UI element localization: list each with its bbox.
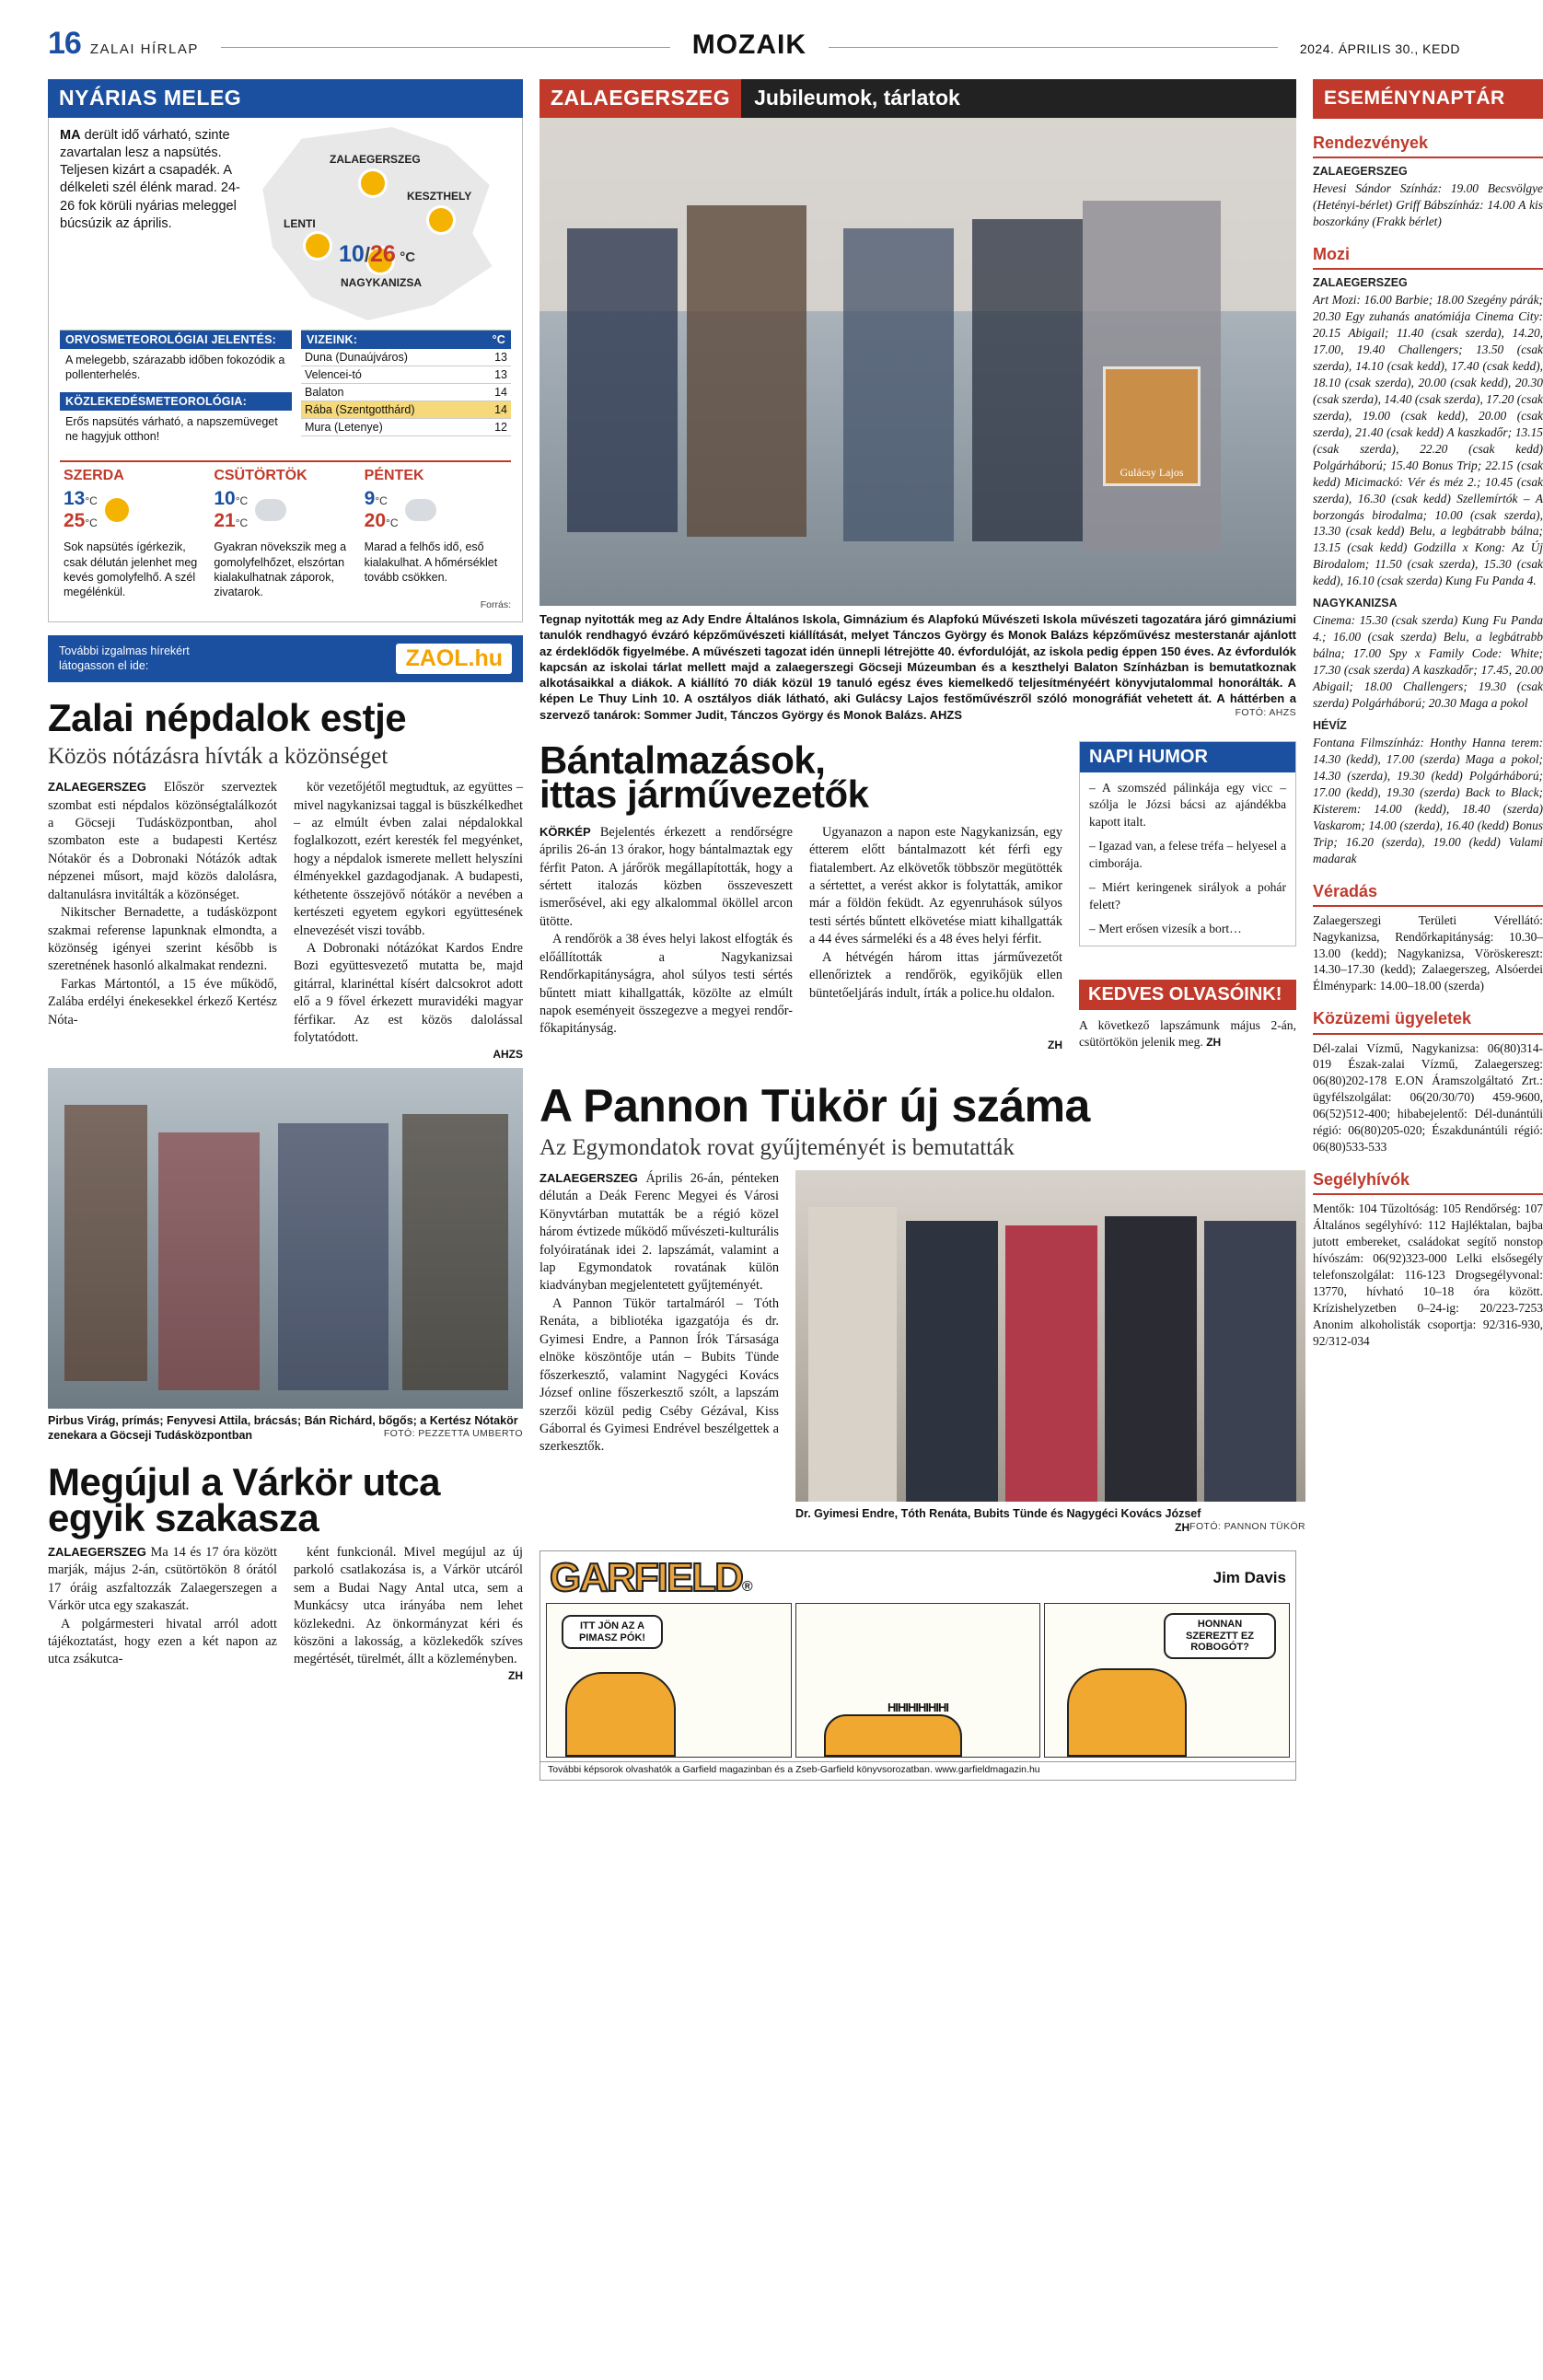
masthead-rule-right [829, 47, 1278, 48]
rail-text: Hevesi Sándor Színház: 19.00 Becsvölgye (Hetényi-bérlet) Griff Bábszínház: 14.00 A kis boszorkány (Frakk bérlet) [1313, 181, 1543, 229]
left-column [48, 79, 523, 1781]
kedves-sig: ZH [1206, 1036, 1222, 1050]
forecast-night-temp: 13 [64, 488, 86, 509]
waters-box [301, 330, 511, 449]
article-body-nepdalok [48, 779, 523, 1048]
paragraph [539, 824, 793, 932]
garfield-logo-text: GARFIELD [550, 1555, 742, 1601]
waters-title: VIZEINK: [307, 333, 358, 346]
napi-humor-content [1080, 772, 1295, 946]
right-rail [1313, 79, 1543, 1781]
rail-text: Art Mozi: 16.00 Barbie; 18.00 Szegény párák; 20.30 Egy zuhanás anatómiája Cinema City: 20.15 Abigail; 11.40 (csak szerda), 14.20, 17.00, 19.40 Challengers; 13.50 (csak szerda), 14.10 (csak kedd), 17.40 (csak kedd), 18.10 (csak szerda), 20.00 (csak kedd), 20.30 (csak szerda), 14.40 (csak szerda), 17.20 (csak szerda), 19.00 (csak kedd), 20.00 (csak szerda), 21.40 (csak kedd) A kaszkadőr; 13.15 (csak szerda), 22.20 (csak kedd) Polgárháború; 15.40 Bonus Trip; 22.15 (csak kedd) Micimackó: Vér és méz 2.; 10.45 (csak szerda), 16.30 (csak kedd) Szellemírtók – A borzongás birodalma; 10.00 (csak szerda), 13.30 (csak kedd) Belu, a legbátrabb bálna; 13.15 (csak kedd) Godzilla x Kong: Az Új Birodalom; 11.50 (csak szerda), 15.30 (csak kedd), 16.10 (csak szerda) Kung Fu Panda 4. [1313, 293, 1543, 588]
photo-caption-nepdalok [48, 1409, 523, 1444]
rail-block [1313, 718, 1543, 867]
paragraph: A Dobronaki nótázókat Kardos Endre Bozi együttesvezető mutatta be, majd gitárral, klarinéttal kísért dalcsokrot adott elő a 9 fővel érkezett muravidéki magyar férfikar. Az est közös dalolással folytatódott. [294, 941, 523, 1046]
garfield-comic [539, 1550, 1296, 1781]
registered-icon: ® [741, 1579, 751, 1596]
forecast-day-name: CSÜTÖRTÖK [214, 468, 307, 483]
humor-line: – Igazad van, a felese tréfa – helyesel a cimborája. [1089, 839, 1286, 870]
kedves-text: A következő lapszámunk május 2-án, csütörtökön jelenik meg. [1079, 1017, 1296, 1050]
humor-line: – Miért keringenek sirályok a pohár felett? [1089, 880, 1286, 911]
page-number: 16 [48, 26, 81, 61]
paragraph-text: Április 26-án, pénteken délután a Deák Ferenc Megyei és Városi Könyvtárban mutatták be a régió közel három évtizede működő művészeti-kulturális folyóiratának idei 2. lapszámát, valamint a lap Egymondatok rovatának külön kiadványban megjelentetett gyűjteményét. [539, 1170, 780, 1294]
page-grid [0, 79, 1543, 1781]
issue-date: 2024. ÁPRILIS 30., KEDD [1299, 41, 1460, 56]
pannon-text [539, 1170, 779, 1534]
paragraph: A rendőrök a 38 éves helyi lakost elfogták és előállították a Nagykanizsai Rendőrkapitányságra, ahol súlyos testi sértés bűntett miatt kihallgatták, közölte az elmúlt napok eseményeit összegezve a megyei rendőr-főkapitányság. [539, 932, 793, 1037]
rail-heading-veradas: Véradás [1313, 880, 1543, 907]
rail-block: Mentők: 104 Tűzoltóság: 105 Rendőrség: 107 Általános segélyhívó: 112 Hajléktalan, bajba jutott embereket, családokat segítő nonstop hívószám: 06(92)323-000 Lelki elsősegély telefonszolgálat: 116-123 Drogsegélyvonal: 13770, hívható 10–18 óra között. Krízishelyzetben 0–24-ig: 20/223-7253 Anonim alkoholisták csoportja: 92/316-930, 92/312-034 [1313, 1202, 1543, 1348]
cloud-icon [255, 499, 286, 521]
page-title: Zalai népdalok estje [48, 696, 407, 740]
title-varkor-line2: egyik szakasza [48, 1496, 319, 1539]
garfield-logo [550, 1555, 751, 1601]
rail-city: ZALAEGERSZEG [1313, 165, 1408, 179]
waters-unit: °C [492, 333, 505, 346]
unit: °C [235, 494, 249, 507]
article-sig: AHZS [493, 1047, 523, 1061]
med-weather-text: A melegebb, szárazabb időben fokozódik a pollenterhelés. [65, 354, 285, 382]
unit: °C [85, 517, 98, 530]
forecast-day-name: SZERDA [64, 468, 124, 483]
article-body-varkor [48, 1544, 523, 1669]
zaol-logo-suffix: .hu [468, 645, 503, 672]
med-weather-box [60, 330, 292, 449]
masthead-rule-left [221, 47, 670, 48]
rail-text: Cinema: 15.30 (csak szerda) Kung Fu Panda 4.; 16.00 (csak szerda) Belu, a legbátrabb bálna; 17.00 Spy x Family Code: White; 17.30 (csak szerda) A kaszkadőr; 17.45, 20.00 Abigail; 18.00 Challengers; 19.30 (csak szerda) Polgárháború; 20.30 Maga a pokol [1313, 613, 1543, 710]
forecast-night-temp: 10 [214, 488, 236, 509]
paragraph: Ugyanazon a napon este Nagykanizsán, egy étterem előtt bántalmazott két férfi egy fiatalembert. Az elkövetők többször megütötték a sértettet, a verést akkor is folytatták, amikor már a földön feküdt. Az egyenruhások súlyos testi sértés bűntett elkövetése miatt kihallgatták a 44 éves sármeléki és a 48 éves helyi férfit. [809, 824, 1062, 947]
traffic-weather-text: Erős napsütés várható, a napszemüveget ne hagyjuk otthon! [65, 414, 278, 443]
article-subtitle: Közös nótázásra hívták a közönséget [48, 744, 389, 770]
water-name: Velencei-tó [301, 366, 480, 384]
forecast-day [210, 462, 360, 599]
unit: °C [85, 494, 98, 507]
kedves-olvasoink-content [1079, 1010, 1296, 1059]
temp-low: 10 [339, 241, 365, 267]
center-photo-caption [539, 606, 1296, 723]
paper-name: ZALAI HÍRLAP [89, 41, 199, 57]
cloud-icon [405, 499, 436, 521]
forecast-night-temp: 9 [364, 488, 376, 509]
water-name: Rába (Szentgotthárd) [301, 401, 480, 419]
rail-block [1313, 275, 1543, 589]
bantalmazasok-article [539, 737, 1062, 1059]
rail-heading-mozi: Mozi [1313, 243, 1543, 270]
paragraph: ként funkcionál. Mivel megújul az új parkoló csatlakozása is, a Várkör utcáról sem a Budai Nagy Antal utca, sem a Munkácsy utca irányába nem lehet közlekedni. Az önkormányzat kéri és köszöni a lakosság, a közlekedők szíves megértését, türelmét, állt a közleményben. [294, 1544, 523, 1667]
caption-text: Dr. Gyimesi Endre, Tóth Renáta, Bubits Tünde és Nagygéci Kovács József [795, 1506, 1201, 1520]
section-title: MOZAIK [691, 29, 807, 60]
center-tag-city: ZALAEGERSZEG [539, 79, 741, 118]
weather-header: NYÁRIAS MELEG [48, 79, 523, 118]
rail-city: HÉVÍZ [1313, 718, 1347, 732]
speech-bubble: ITT JÖN AZ A PIMASZ PÓK! [562, 1615, 663, 1649]
paragraph: kör vezetőjétől megtudtuk, az együttes – mivel nagykanizsai taggal is büszkélkedhet – az elmúlt évben zalai népdalokkal foglalkozott, ezért keresték fel megyénket, hogy a népdalok ismerete mellett helyszíni élményekkel gazdagodjanak. A budapesti, kéthetente összejövő nótákör a nevében a kertészeti egyetem egykori együttesének elnevezését viszi tovább. [294, 780, 523, 938]
paragraph [48, 1544, 277, 1616]
lead-city: ZALAEGERSZEG [539, 1170, 638, 1185]
article-sig-varkor: ZH [508, 1668, 523, 1682]
paragraph-text: Bejelentés érkezett a rendőrségre április 26-án 13 órakor, hogy bántalmaztak egy férfit Paton. A járőrök megállapították, hogy a sértett italozás közben összeveszett ismerősével, aki egy alkalommal ököllel arcon ütötte. [539, 824, 793, 929]
water-temp: 13 [480, 366, 511, 384]
forecast-desc: Sok napsütés ígérkezik, csak délután jelenhet meg kevés gomolyfelhő. A szél megélénkül. [64, 540, 198, 599]
speech-bubble: HONNAN SZEREZTT EZ ROBOGÓT? [1164, 1613, 1276, 1659]
article-sig-pannon: ZH [1175, 1521, 1190, 1535]
rail-block [1313, 164, 1543, 230]
forecast-day [361, 462, 511, 599]
map-temperatures [339, 241, 415, 268]
kedves-olvasoink-box [1079, 980, 1296, 1059]
weather-today-label: MA [60, 128, 81, 143]
waters-table [301, 349, 511, 436]
rail-heading-kozuzemi: Közüzemi ügyeletek [1313, 1007, 1543, 1034]
temp-separator: / [364, 243, 370, 266]
pannon-row [539, 1170, 1305, 1535]
zaol-banner[interactable] [48, 635, 523, 682]
weather-map [258, 127, 502, 320]
water-temp: 12 [480, 419, 511, 436]
unit: °C [235, 517, 249, 530]
article-sig-bantalmazasok: ZH [1048, 1038, 1062, 1051]
map-city-lenti: LENTI [284, 217, 316, 230]
pannon-photo-wrap [795, 1170, 1305, 1534]
napi-humor-title: NAPI HUMOR [1080, 742, 1295, 772]
paragraph [539, 1170, 779, 1295]
photo-credit: FOTÓ: AHZS [1235, 706, 1296, 718]
humor-line: – A szomszéd pálinkája egy vicc – szólja le Józsi bácsi az ajándékba kapott italt. [1089, 780, 1286, 829]
table-row [301, 401, 511, 419]
paragraph: A polgármesteri hivatal arról adott tájékoztatást, hogy ezen a két napon az utca zsákutca- [48, 1616, 277, 1667]
caption-text: Tegnap nyitották meg az Ady Endre Általános Iskola, Gimnázium és Alapfokú Művészeti Iskola művészeti tagozatára járó gimnáziumi tanulók rendhagyó évzáró képzőművészeti kiállítását, melyet Tánczos György és Monok Balázs képzőművész mesterstanár ajánlott az érdeklődők figyelmébe. A művészeti tagozat idén ünnepli létrejötte 40. évfordulóját, az iskola pedig éppen 150 éves. Az évfordulók kapcsán az iskolai tárlat mellett majd a zalaegerszegi Göcseji Múzeumban és a keszthelyi Balaton Színházban is bemutatkoznak alkotásaikkal a diákok. A kiállító 70 diák közül 19 tanuló egész éves kiemelkedő teljesítményéért könyvjutalommal honorálták. A képen Le Thuy Linh 10. A osztályos diák látható, aki Gulácsy Lajos festőművészről szóló monográfiát vehetett át. A háttérben a szervező tanárok: Sommer Judit, Tánczos György és Monok Balázs. [539, 612, 1296, 722]
comic-panel [1044, 1603, 1290, 1758]
photo-credit: FOTÓ: PEZZETTA UMBERTO [383, 1427, 523, 1439]
easel-label: Gulácsy Lajos [1120, 466, 1184, 479]
forecast-desc: Gyakran növekszik meg a gomolyfelhőzet, elszórtan kialakulhatnak záporok, zivatarok. [214, 540, 347, 599]
rail-text: Fontana Filmszínház: Honthy Hanna terem: 14.30 (kedd), 17.00 (szerda) Maga a pokol; 14.30 (szerda), 19.30 (kedd) Polgárháború; 17.00 (kedd), 19.30 (szerda) Back to Black; Kisterem: 14.00 (kedd), 18.40 (szerda) Vaskarom; 14.00 (szerda), 16.40 (kedd) Bonus Trip; 16.20 (szerda), 19.00 (kedd) Valami madarak [1313, 735, 1543, 865]
table-row [301, 366, 511, 384]
rail-heading-segelyhivok: Segélyhívók [1313, 1168, 1543, 1195]
rail-block: Zalaegerszegi Területi Vérellátó: Nagykanizsa, Rendőrkapitányság: 10.30–13.00 (kedd); Nagykanizsa, Vöröskereszt: 14.30–17.30 (kedd); Zalaegerszeg, Alsóerdei Élménypark: 14.00–18.00 (szerda) [1313, 912, 1543, 993]
paragraph: A Pannon Tükör tartalmáról – Tóth Renáta, a bibliotéka igazgatója és dr. Gyimesi Endre, a Pannon Írók Társasága elnöke köszöntője után – Bubits Tünde főszerkesztő, valamint Nagygéci Kovács József online főszerkesztő szólt, a lapszám szerzői közül pedig Cséby Gézával, Kiss Gáborral és Gyimesi Endrével beszélgettek a szerkesztők. [539, 1295, 779, 1455]
med-weather-title: ORVOSMETEOROLÓGIAI JELENTÉS: [60, 331, 292, 349]
caption-sig: AHZS [929, 707, 962, 722]
napi-humor-box [1079, 741, 1296, 946]
zaol-line1: További izgalmas hírekért [59, 644, 190, 658]
center-column [539, 79, 1305, 1781]
sun-icon-2 [429, 208, 453, 232]
forecast-day-name: PÉNTEK [364, 468, 424, 483]
paragraph: Nikitscher Bernadette, a tudásközpont szakmai referense lapunknak elmondta, a közönség igényei szerint később is szeretnének hasonló alkalmakat rendezni. [48, 905, 277, 974]
center-tag-title: Jubileumok, tárlatok [741, 79, 1296, 118]
photo-kiallitas [539, 118, 1296, 606]
map-city-nagykanizsa: NAGYKANIZSA [341, 276, 423, 289]
zaol-line2: látogasson el ide: [59, 658, 149, 672]
paragraph-text: Ma 14 és 17 óra között marják, május 2-án, csütörtökön 8 órától 17 óráig aszfaltozzák Zalaegerszegen a Várkör utca egy szakaszát. [48, 1544, 277, 1614]
water-name: Balaton [301, 384, 480, 401]
unit: °C [386, 517, 399, 530]
garfield-author: Jim Davis [1212, 1569, 1286, 1587]
side-boxes [1079, 741, 1296, 1059]
rail-city: ZALAEGERSZEG [1313, 276, 1408, 290]
masthead [0, 0, 1508, 79]
humor-line: – Mert erősen vizesík a bort… [1089, 922, 1242, 936]
paragraph: Farkas Mártontól, a 15 éve működő, Zalába erdélyi énekesekkel érkező Kertész Nóta- [48, 976, 277, 1027]
rail-city: NAGYKANIZSA [1313, 597, 1398, 610]
forecast-desc: Marad a felhős idő, eső kialakulhat. A hőmérséklet tovább csökken. [364, 540, 498, 584]
forecast-day-temp: 20 [364, 510, 387, 532]
paragraph-text: Először szerveztek szombat esti népdalos közönségtalálkozót a Göcseji Tudásközpontban, ahol szombaton este a budapesti Kertész Nótakör és a Dobronaki Nótázók adtak népzenei műsort, majd közös dalolásra, daltanulásra invitálták a közönséget. [48, 780, 277, 902]
table-row [301, 384, 511, 401]
weather-today-text: derült idő várható, szinte zavartalan lesz a napsütés. Teljesen kizárt a csapadék. A délkeleti szél élénk marad. 24-26 fok körüli nyárias meleggel búcsúzik az április. [60, 128, 240, 231]
photo-pannon [795, 1170, 1305, 1502]
map-city-zalaegerszeg: ZALAEGERSZEG [330, 153, 421, 166]
waters-title-row [301, 331, 511, 349]
photo-nepdalok [48, 1068, 523, 1409]
weather-box [48, 118, 523, 622]
forecast-day-temp: 25 [64, 510, 86, 532]
water-temp: 14 [480, 401, 511, 419]
forecast-day-temp: 21 [214, 510, 236, 532]
lead-city: ZALAEGERSZEG [48, 780, 146, 795]
water-name: Duna (Dunaújváros) [301, 349, 480, 366]
subtitle-pannon: Az Egymondatok rovat gyűjteményét is bemutatták [539, 1134, 1015, 1160]
forecast-day [60, 462, 210, 599]
lead-city: ZALAEGERSZEG [48, 1544, 146, 1559]
title-bantalmazasok-2: ittas járművezetők [539, 772, 869, 816]
title-varkor-line1: Megújul a Várkör utca [48, 1460, 440, 1504]
sfx-text: HIHIHIHIHIHI [888, 1701, 948, 1715]
lead-city: KÖRKÉP [539, 824, 591, 839]
zaol-logo[interactable] [396, 644, 512, 674]
comic-panel [546, 1603, 792, 1758]
photo-credit: FOTÓ: PANNON TÜKÖR [1189, 1521, 1305, 1533]
sun-icon-wed [105, 498, 129, 522]
map-city-keszthely: KESZTHELY [407, 190, 472, 203]
comic-panel [795, 1603, 1041, 1758]
rail-block [1313, 596, 1543, 712]
title-bantalmazasok-1: Bántalmazások, [539, 737, 826, 782]
center-headline-bar [539, 79, 1296, 118]
sun-icon [361, 171, 385, 195]
article-body-bantalmazasok [539, 824, 1062, 1039]
paragraph [48, 779, 277, 904]
caption-text: Pirbus Virág, prímás; Fenyvesi Attila, brácsás; Bán Richárd, bőgős; a Kertész Nótakör zenekara a Göcseji Tudásközpontban [48, 1413, 518, 1442]
water-temp: 13 [480, 349, 511, 366]
sun-icon-3 [306, 234, 330, 258]
paragraph: A hétvégén három ittas járművezetőt ellenőriztek a rendőrök, egyikőjük ellen büntetőeljárás indult, írták a police.hu oldalon. [809, 949, 1062, 1001]
water-name: Mura (Letenye) [301, 419, 480, 436]
temp-unit: °C [400, 250, 416, 265]
zaol-logo-main: ZAOL [405, 645, 469, 672]
center-middle-row [539, 737, 1296, 1059]
traffic-weather-title: KÖZLEKEDÉSMETEOROLÓGIA: [60, 392, 292, 411]
forecast-days [60, 460, 511, 599]
weather-source: Forrás: [480, 599, 511, 611]
water-temp: 14 [480, 384, 511, 401]
rail-heading-rendezvenyek: Rendezvények [1313, 132, 1543, 158]
unit: °C [375, 494, 388, 507]
eventcalendar-header: ESEMÉNYNAPTÁR [1313, 79, 1543, 119]
table-row [301, 349, 511, 366]
table-row [301, 419, 511, 436]
temp-high: 26 [369, 241, 396, 267]
title-pannon: A Pannon Tükör új száma [539, 1079, 1090, 1132]
weather-today [60, 127, 249, 320]
rail-block: Dél-zalai Vízmű, Nagykanizsa: 06(80)314-019 Észak-zalai Vízmű, Zalaegerszeg: 06(80)202-178 E.ON Áramszolgáltató Zrt.: ügyfélszolgálat: 06(20/30/70) 459-9600, 06(52)512-400; hibabejelentő: Dél-dunántúli régió: 06(80)205-020; Északdunántúli régió: 06(80)533-533 [1313, 1040, 1543, 1155]
kedves-olvasoink-title: KEDVES OLVASÓINK! [1079, 980, 1296, 1010]
garfield-footer: További képsorok olvashatók a Garfield magazinban és a Zseb-Garfield könyvsorozatban. www.garfieldmagazin.hu [540, 1761, 1295, 1780]
easel-painting [1103, 366, 1201, 486]
